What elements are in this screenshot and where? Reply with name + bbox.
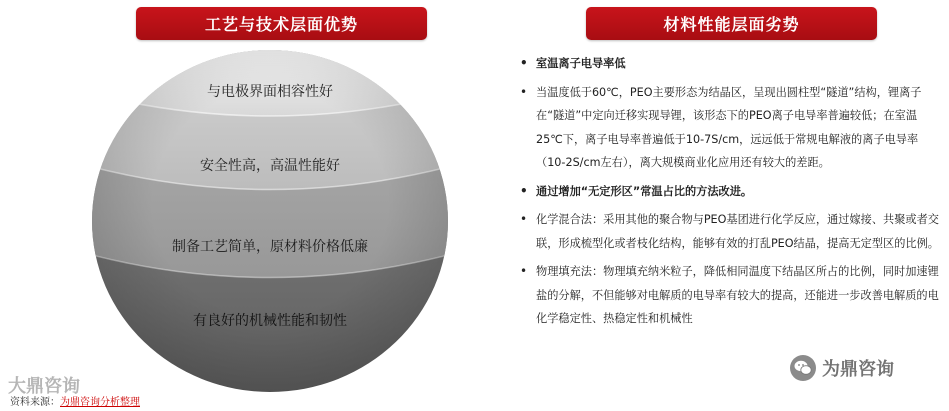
bullet-text: 物理填充法：物理填充纳米粒子，降低相同温度下结晶区所占的比例，同时加速锂盐的分解，不但能够对电解质的电导率有较大的提高，还能进一步改善电解质的电化学稳定性、热稳定性和机械性 [536,265,939,325]
layer-label-2: 安全性高，高温性能好 [200,158,340,174]
source-note [10,393,140,408]
bullet-text: 室温离子电导率低 [536,57,626,70]
bullet-text: 化学混合法：采用其他的聚合物与PEO基团进行化学反应，通过嫁接、共聚或者交联，形成梳型化或者枝化结构，能够有效的打乱PEO结晶，提高无定型区的比例。 [536,213,939,250]
bullet-item [520,52,940,76]
source-link[interactable]: 为鼎咨询分析整理 [60,397,140,408]
bullet-item [520,260,940,331]
wechat-icon [790,355,816,381]
disadvantages-list [520,52,940,336]
advantages-sphere [92,50,448,392]
bullet-item [520,81,940,175]
left-panel-header [136,7,427,40]
watermark-right [790,355,894,381]
bullet-text: 通过增加“无定形区”常温占比的方法改进。 [536,184,753,198]
layer-label-1: 与电极界面相容性好 [207,84,333,100]
source-label: 资料来源： [10,397,60,408]
watermark-left-text: 大鼎咨询 [8,376,80,397]
right-panel-title: 材料性能层面劣势 [663,15,800,34]
bullet-item [520,180,940,204]
right-panel-header [586,7,877,40]
bullet-item [520,208,940,255]
left-panel-title: 工艺与技术层面优势 [204,15,358,34]
watermark-right-text: 为鼎咨询 [822,359,894,380]
bullet-text: 当温度低于60℃，PEO主要形态为结晶区，呈现出圆柱型“隧道”结构，锂离子在“隧道”中定向迁移实现导锂，该形态下的PEO离子电导率普遍较低；在室温25℃下，离子电导率普遍低于10-7S/cm，远远低于常规电解液的离子电导率（10-2S/cm左右），离大规模商业化应用还有较大的差距。 [536,85,922,169]
layer-label-4: 有良好的机械性能和韧性 [193,313,347,329]
layer-label-3: 制备工艺简单，原材料价格低廉 [172,239,368,255]
